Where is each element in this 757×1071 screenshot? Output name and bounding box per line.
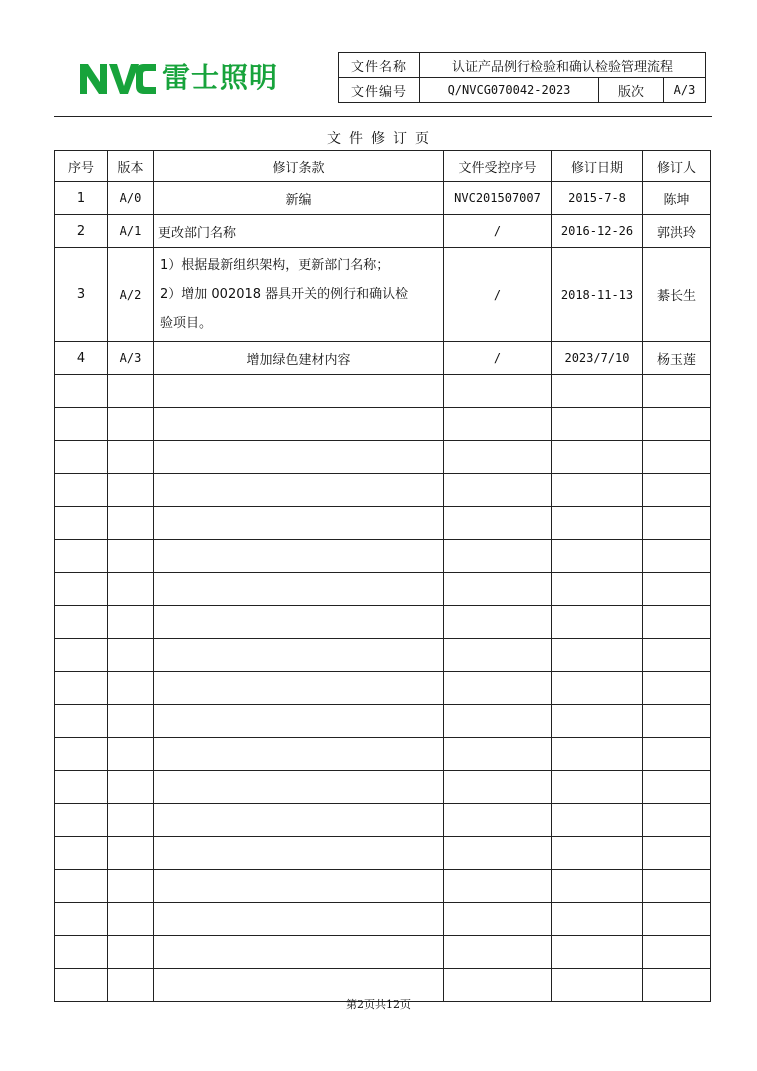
empty-cell bbox=[108, 903, 154, 936]
empty-table-row bbox=[55, 870, 711, 903]
empty-cell bbox=[444, 705, 552, 738]
empty-cell bbox=[55, 639, 108, 672]
empty-table-row bbox=[55, 837, 711, 870]
empty-cell bbox=[552, 936, 643, 969]
empty-table-row bbox=[55, 573, 711, 606]
empty-cell bbox=[154, 870, 444, 903]
empty-table-row bbox=[55, 936, 711, 969]
empty-cell bbox=[444, 639, 552, 672]
row-clause: 增加绿色建材内容 bbox=[154, 342, 444, 375]
table-header-row bbox=[55, 151, 711, 182]
page-footer: 第2页共12页 bbox=[346, 998, 411, 1011]
row-date: 2018-11-13 bbox=[552, 248, 643, 342]
row-version: A/0 bbox=[108, 182, 154, 215]
empty-cell bbox=[552, 870, 643, 903]
empty-cell bbox=[108, 804, 154, 837]
doc-number-label: 文件编号 bbox=[339, 78, 420, 103]
version-value: A/3 bbox=[664, 78, 706, 103]
empty-cell bbox=[643, 870, 711, 903]
row-date: 2015-7-8 bbox=[552, 182, 643, 215]
empty-cell bbox=[643, 606, 711, 639]
empty-table-row bbox=[55, 903, 711, 936]
empty-cell bbox=[643, 705, 711, 738]
empty-cell bbox=[154, 507, 444, 540]
empty-cell bbox=[643, 474, 711, 507]
nvc-logo-icon bbox=[78, 60, 158, 96]
empty-cell bbox=[552, 639, 643, 672]
empty-table-row bbox=[55, 441, 711, 474]
empty-cell bbox=[444, 408, 552, 441]
empty-cell bbox=[55, 870, 108, 903]
table-row bbox=[55, 182, 711, 215]
row-clause bbox=[154, 248, 444, 342]
row-date: 2016-12-26 bbox=[552, 215, 643, 248]
empty-cell bbox=[108, 375, 154, 408]
empty-cell bbox=[643, 441, 711, 474]
empty-cell bbox=[108, 837, 154, 870]
empty-cell bbox=[55, 507, 108, 540]
page-title: 文件修订页 bbox=[327, 131, 437, 147]
row-version: A/2 bbox=[108, 248, 154, 342]
col-header-reviser: 修订人 bbox=[643, 151, 711, 182]
version-label: 版次 bbox=[599, 78, 664, 103]
empty-cell bbox=[55, 408, 108, 441]
doc-name-label: 文件名称 bbox=[339, 53, 420, 78]
document-header-table bbox=[338, 52, 706, 103]
row-reviser: 綦长生 bbox=[643, 248, 711, 342]
empty-cell bbox=[552, 804, 643, 837]
row-version: A/3 bbox=[108, 342, 154, 375]
empty-cell bbox=[108, 441, 154, 474]
empty-cell bbox=[444, 936, 552, 969]
empty-cell bbox=[108, 870, 154, 903]
empty-cell bbox=[444, 672, 552, 705]
table-row bbox=[55, 215, 711, 248]
row-reviser: 陈坤 bbox=[643, 182, 711, 215]
row-reviser: 郭洪玲 bbox=[643, 215, 711, 248]
col-header-clause: 修订条款 bbox=[154, 151, 444, 182]
company-logo bbox=[78, 60, 278, 96]
empty-cell bbox=[108, 936, 154, 969]
row-no: 1 bbox=[55, 182, 108, 215]
empty-cell bbox=[154, 474, 444, 507]
empty-cell bbox=[55, 540, 108, 573]
empty-cell bbox=[108, 507, 154, 540]
empty-cell bbox=[552, 672, 643, 705]
empty-cell bbox=[552, 771, 643, 804]
empty-cell bbox=[55, 441, 108, 474]
col-header-version: 版本 bbox=[108, 151, 154, 182]
empty-table-row bbox=[55, 672, 711, 705]
empty-cell bbox=[108, 639, 154, 672]
empty-cell bbox=[108, 672, 154, 705]
empty-cell bbox=[108, 705, 154, 738]
doc-number-value: Q/NVCG070042-2023 bbox=[420, 78, 599, 103]
row-version: A/1 bbox=[108, 215, 154, 248]
revision-table bbox=[54, 150, 711, 1002]
empty-table-row bbox=[55, 705, 711, 738]
empty-cell bbox=[552, 738, 643, 771]
empty-cell bbox=[552, 606, 643, 639]
empty-cell bbox=[154, 375, 444, 408]
empty-cell bbox=[55, 474, 108, 507]
empty-cell bbox=[444, 870, 552, 903]
empty-cell bbox=[55, 771, 108, 804]
empty-cell bbox=[154, 540, 444, 573]
empty-cell bbox=[108, 771, 154, 804]
row-no: 2 bbox=[55, 215, 108, 248]
empty-cell bbox=[444, 804, 552, 837]
empty-table-row bbox=[55, 474, 711, 507]
empty-cell bbox=[552, 375, 643, 408]
row-date: 2023/7/10 bbox=[552, 342, 643, 375]
empty-cell bbox=[154, 441, 444, 474]
row-control-no: / bbox=[444, 215, 552, 248]
empty-cell bbox=[108, 573, 154, 606]
empty-cell bbox=[108, 606, 154, 639]
row-reviser: 杨玉莲 bbox=[643, 342, 711, 375]
empty-cell bbox=[444, 573, 552, 606]
empty-table-row bbox=[55, 771, 711, 804]
company-name: 雷士照明 bbox=[162, 61, 279, 94]
empty-cell bbox=[154, 738, 444, 771]
row-clause: 新编 bbox=[154, 182, 444, 215]
empty-cell bbox=[552, 540, 643, 573]
col-header-date: 修订日期 bbox=[552, 151, 643, 182]
empty-cell bbox=[643, 804, 711, 837]
empty-table-row bbox=[55, 540, 711, 573]
empty-cell bbox=[444, 837, 552, 870]
empty-cell bbox=[643, 573, 711, 606]
empty-cell bbox=[55, 804, 108, 837]
empty-cell bbox=[444, 540, 552, 573]
empty-table-row bbox=[55, 606, 711, 639]
table-row bbox=[55, 342, 711, 375]
row-control-no: / bbox=[444, 248, 552, 342]
empty-cell bbox=[444, 375, 552, 408]
empty-cell bbox=[552, 441, 643, 474]
empty-cell bbox=[55, 705, 108, 738]
empty-cell bbox=[444, 606, 552, 639]
empty-cell bbox=[154, 639, 444, 672]
doc-name-value: 认证产品例行检验和确认检验管理流程 bbox=[420, 53, 706, 78]
empty-cell bbox=[55, 738, 108, 771]
empty-cell bbox=[154, 408, 444, 441]
empty-cell bbox=[643, 771, 711, 804]
empty-cell bbox=[55, 573, 108, 606]
clause-line: 验项目。 bbox=[160, 316, 213, 331]
empty-cell bbox=[55, 903, 108, 936]
empty-cell bbox=[154, 837, 444, 870]
empty-cell bbox=[55, 936, 108, 969]
empty-cell bbox=[552, 903, 643, 936]
header-divider bbox=[54, 116, 712, 117]
empty-table-row bbox=[55, 639, 711, 672]
empty-table-row bbox=[55, 408, 711, 441]
empty-cell bbox=[55, 672, 108, 705]
empty-cell bbox=[154, 672, 444, 705]
empty-cell bbox=[643, 903, 711, 936]
empty-cell bbox=[552, 474, 643, 507]
empty-cell bbox=[552, 573, 643, 606]
empty-cell bbox=[444, 903, 552, 936]
empty-table-row bbox=[55, 375, 711, 408]
empty-cell bbox=[444, 441, 552, 474]
empty-cell bbox=[108, 408, 154, 441]
empty-cell bbox=[444, 738, 552, 771]
empty-cell bbox=[643, 837, 711, 870]
empty-cell bbox=[643, 507, 711, 540]
row-no: 3 bbox=[55, 248, 108, 342]
empty-cell bbox=[643, 639, 711, 672]
empty-cell bbox=[108, 540, 154, 573]
empty-cell bbox=[643, 375, 711, 408]
empty-table-row bbox=[55, 738, 711, 771]
empty-cell bbox=[552, 408, 643, 441]
empty-cell bbox=[55, 606, 108, 639]
empty-cell bbox=[108, 738, 154, 771]
empty-cell bbox=[108, 474, 154, 507]
empty-cell bbox=[154, 573, 444, 606]
empty-cell bbox=[643, 936, 711, 969]
empty-cell bbox=[154, 903, 444, 936]
clause-line: 2）增加 002018 器具开关的例行和确认检 bbox=[160, 287, 409, 302]
row-control-no: / bbox=[444, 342, 552, 375]
empty-cell bbox=[552, 507, 643, 540]
empty-cell bbox=[154, 936, 444, 969]
empty-cell bbox=[444, 474, 552, 507]
empty-cell bbox=[154, 606, 444, 639]
empty-table-row bbox=[55, 507, 711, 540]
empty-cell bbox=[55, 375, 108, 408]
empty-cell bbox=[643, 408, 711, 441]
empty-cell bbox=[643, 540, 711, 573]
table-row bbox=[55, 248, 711, 342]
empty-cell bbox=[55, 837, 108, 870]
empty-cell bbox=[444, 771, 552, 804]
clause-line: 1）根据最新组织架构，更新部门名称； bbox=[160, 258, 390, 273]
empty-cell bbox=[643, 738, 711, 771]
empty-cell bbox=[552, 705, 643, 738]
empty-cell bbox=[154, 705, 444, 738]
empty-cell bbox=[444, 507, 552, 540]
empty-cell bbox=[154, 804, 444, 837]
empty-cell bbox=[552, 837, 643, 870]
col-header-control-no: 文件受控序号 bbox=[444, 151, 552, 182]
row-control-no: NVC201507007 bbox=[444, 182, 552, 215]
empty-cell bbox=[643, 672, 711, 705]
row-clause: 更改部门名称 bbox=[154, 215, 444, 248]
empty-cell bbox=[154, 771, 444, 804]
row-no: 4 bbox=[55, 342, 108, 375]
col-header-no: 序号 bbox=[55, 151, 108, 182]
empty-table-row bbox=[55, 804, 711, 837]
